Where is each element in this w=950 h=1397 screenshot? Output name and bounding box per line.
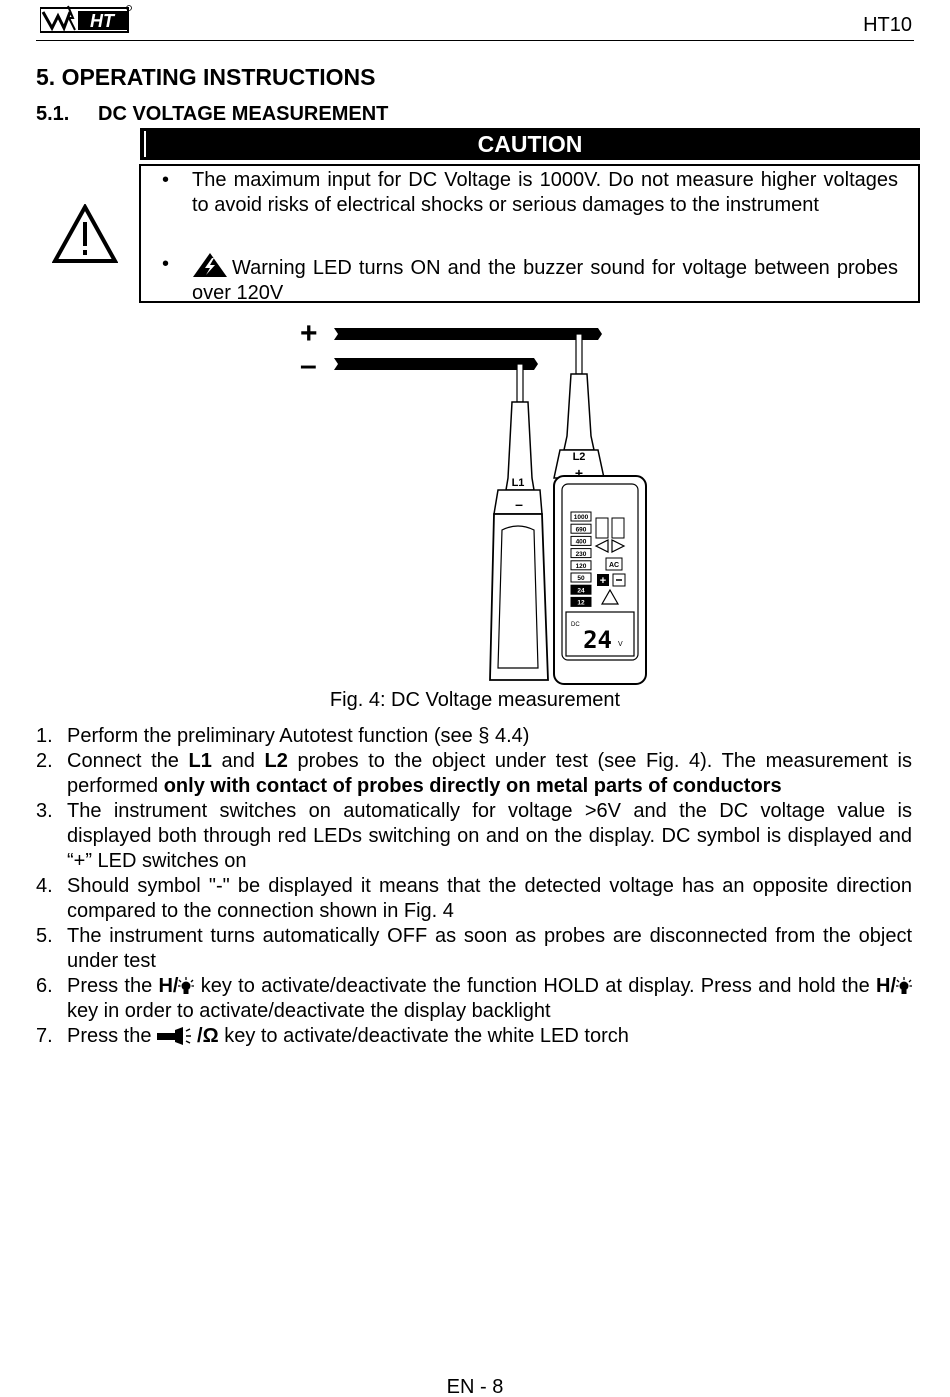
figure-caption: Fig. 4: DC Voltage measurement	[329, 689, 621, 711]
step-text: key to activate/deactivate the function HOLD at display. Press and hold the	[194, 975, 876, 997]
backlight-bulb-icon	[896, 977, 912, 995]
lcd-value: 24	[583, 626, 612, 654]
step-number: 3.	[36, 800, 53, 822]
model-name: HT10	[863, 14, 912, 36]
step-text: probes to the object under test (see Fig. 4). The measurement is performed	[67, 750, 912, 797]
step-text: Should symbol "-" be displayed it means that the detected voltage has an opposite direction compared to the connection shown in Fig. 4	[67, 875, 912, 922]
scale-led-label: 400	[575, 538, 587, 546]
subsection-title	[36, 103, 388, 126]
plus-led: +	[599, 575, 607, 587]
instruction-steps	[36, 724, 912, 1049]
probe-l2-instrument	[554, 334, 646, 684]
step-text: Connect the	[67, 750, 189, 772]
scale-led-label: 24	[577, 587, 585, 595]
probe-l1-label: L1	[511, 477, 525, 489]
step-text: Press the	[67, 975, 159, 997]
lcd-unit: V	[618, 641, 623, 648]
step-number: 4.	[36, 875, 53, 897]
bullet: •	[162, 253, 170, 275]
caution-item-1	[162, 168, 898, 218]
step-text: The instrument switches on automatically for voltage >6V and the DC voltage value is displayed both through red LEDs switching on and on the display. DC symbol is displayed and “+” LED switches on	[67, 800, 912, 872]
hold-key-label: H/	[158, 975, 179, 997]
probe-l1	[490, 364, 548, 680]
step-2	[36, 749, 912, 799]
scale-led-label: 12	[577, 599, 585, 607]
logo-text: HT	[90, 11, 114, 31]
page-header	[36, 0, 914, 41]
step-text: The instrument turns automatically OFF as soon as probes are disconnected from the object under test	[67, 925, 912, 972]
probe-l2-label: L2	[572, 451, 586, 463]
warning-triangle-icon	[52, 204, 118, 264]
step-number: 2.	[36, 750, 53, 772]
subsection-label: DC VOLTAGE MEASUREMENT	[98, 103, 389, 125]
ht-logo-icon	[40, 4, 132, 34]
section-title: 5. OPERATING INSTRUCTIONS	[36, 64, 376, 90]
negative-conductor	[334, 358, 538, 370]
step-text: and	[211, 750, 265, 772]
scale-led-label: 50	[577, 575, 585, 583]
probe-l2-ref: L2	[264, 750, 288, 772]
caution-title: CAUTION	[140, 128, 920, 160]
scale-led-label: 1000	[573, 514, 589, 522]
high-voltage-warning-icon	[192, 252, 228, 278]
caution-item-1-text: The maximum input for DC Voltage is 1000V. Do not measure higher voltages to avoid risks of electrical shocks or serious damages to the instrument	[192, 169, 898, 216]
step-5	[36, 924, 912, 974]
caution-item-2-text: Warning LED turns ON and the buzzer sound for voltage between probes over 120V	[192, 257, 898, 304]
minus-conductor-sign: –	[300, 349, 317, 382]
torch-buzzer-icon	[157, 1027, 197, 1045]
scale-led-label: 230	[575, 550, 587, 558]
probe-l1-sign: –	[515, 496, 523, 512]
lcd-dc-label: DC	[571, 622, 580, 628]
step-7	[36, 1024, 912, 1049]
step-number: 5.	[36, 925, 53, 947]
step-text: Press the	[67, 1025, 158, 1047]
step-text: key in order to activate/deactivate the display backlight	[67, 1000, 551, 1022]
ac-label: AC	[608, 562, 620, 569]
dc-measurement-figure	[298, 318, 652, 690]
torch-key-label: /Ω	[197, 1025, 219, 1047]
step-6	[36, 974, 912, 1024]
probe-l1-ref: L1	[188, 750, 212, 772]
backlight-bulb-icon	[178, 977, 194, 995]
step-text: Perform the preliminary Autotest function (see § 4.4)	[67, 725, 530, 747]
step-text: key to activate/deactivate the white LED torch	[218, 1025, 629, 1047]
caution-item-2	[162, 252, 898, 306]
step-4	[36, 874, 912, 924]
step-emphasis: only with contact of probes directly on metal parts of conductors	[163, 775, 782, 797]
scale-led-label: 690	[575, 526, 587, 534]
step-number: 6.	[36, 975, 53, 997]
page-number: EN - 8	[446, 1376, 504, 1397]
step-1	[36, 724, 912, 749]
probe-l2-sign: +	[574, 465, 584, 481]
scale-led-label: 120	[575, 563, 587, 570]
hold-key-label: H/	[876, 975, 896, 997]
subsection-number: 5.1.	[36, 103, 70, 125]
positive-conductor	[334, 328, 602, 340]
step-number: 7.	[36, 1025, 53, 1047]
bullet: •	[162, 169, 170, 191]
step-3	[36, 799, 912, 874]
plus-conductor-sign: +	[300, 318, 318, 350]
step-number: 1.	[36, 725, 53, 747]
